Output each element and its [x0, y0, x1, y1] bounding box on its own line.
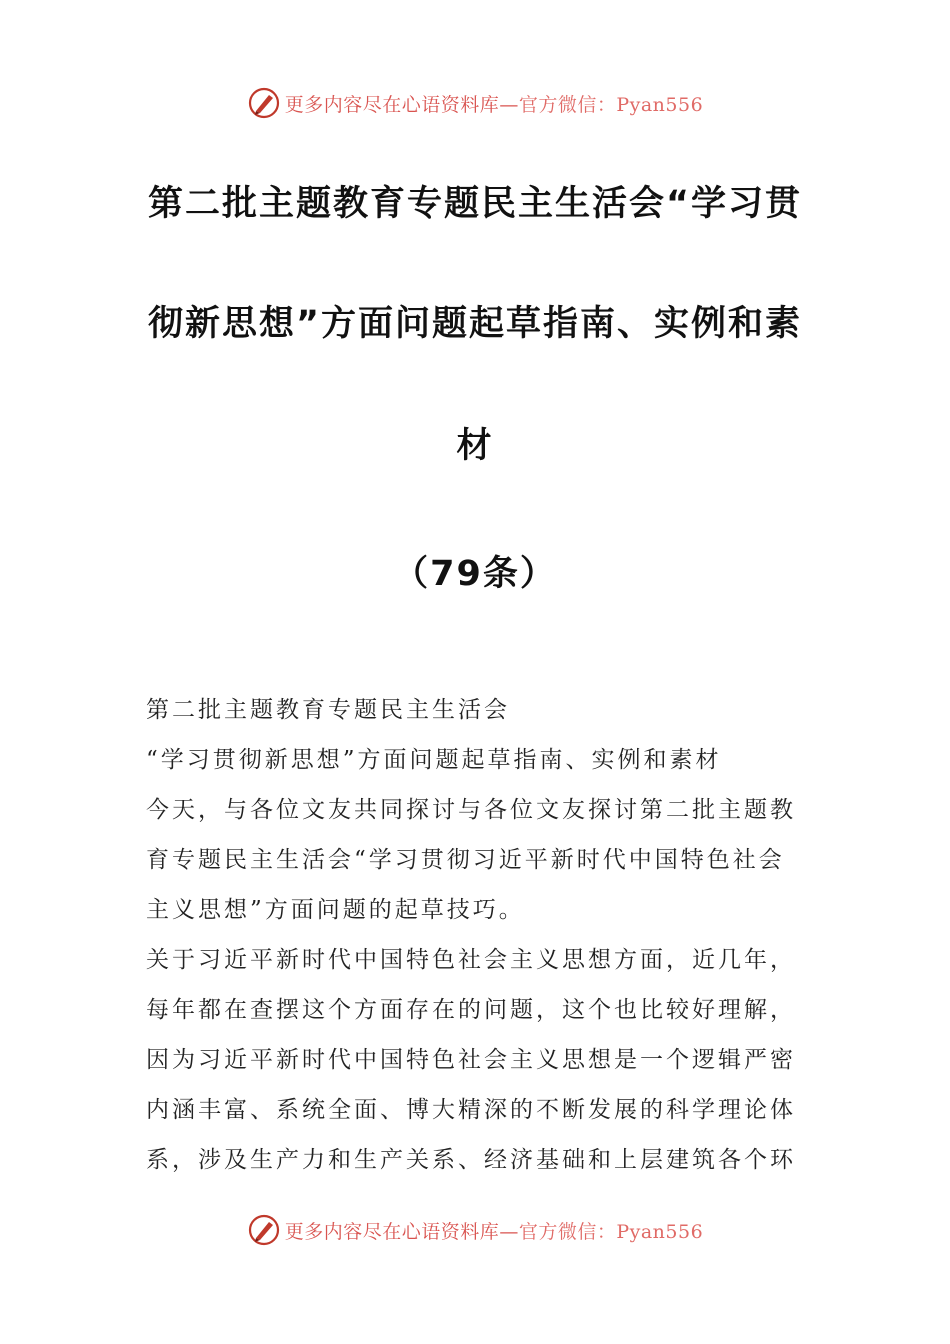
document-title-line-1: 第二批主题教育专题民主生活会“学习贯 — [147, 184, 802, 224]
body-paragraph-line: 关于习近平新时代中国特色社会主义思想方面，近几年， — [146, 947, 796, 973]
body-paragraph-line: 因为习近平新时代中国特色社会主义思想是一个逻辑严密 — [146, 1047, 796, 1073]
watermark-text: 更多内容尽在心语资料库—官方微信：Pyan556 — [284, 1220, 704, 1243]
pen-circle-logo-icon — [247, 86, 281, 120]
body-paragraph-line: 每年都在查摆这个方面存在的问题，这个也比较好理解， — [146, 997, 796, 1023]
document-item-count: （79条） — [393, 554, 557, 594]
document-title-line-2: 彻新思想”方面问题起草指南、实例和素 — [147, 304, 802, 344]
body-paragraph-line: 主义思想”方面问题的起草技巧。 — [146, 897, 525, 923]
watermark-banner-bottom — [0, 1210, 950, 1250]
body-paragraph-line: 系，涉及生产力和生产关系、经济基础和上层建筑各个环 — [146, 1147, 796, 1173]
watermark-text: 更多内容尽在心语资料库—官方微信：Pyan556 — [284, 93, 704, 116]
body-paragraph-line: “学习贯彻新思想”方面问题起草指南、实例和素材 — [146, 747, 722, 773]
document-title-line-3: 材 — [456, 426, 494, 466]
body-paragraph-line: 今天，与各位文友共同探讨与各位文友探讨第二批主题教 — [146, 797, 796, 823]
body-paragraph-line: 内涵丰富、系统全面、博大精深的不断发展的科学理论体 — [146, 1097, 796, 1123]
watermark-banner-top — [0, 83, 950, 123]
body-paragraph-line: 育专题民主生活会“学习贯彻习近平新时代中国特色社会 — [146, 847, 785, 873]
body-paragraph-line: 第二批主题教育专题民主生活会 — [146, 697, 510, 723]
pen-circle-logo-icon — [247, 1213, 281, 1247]
